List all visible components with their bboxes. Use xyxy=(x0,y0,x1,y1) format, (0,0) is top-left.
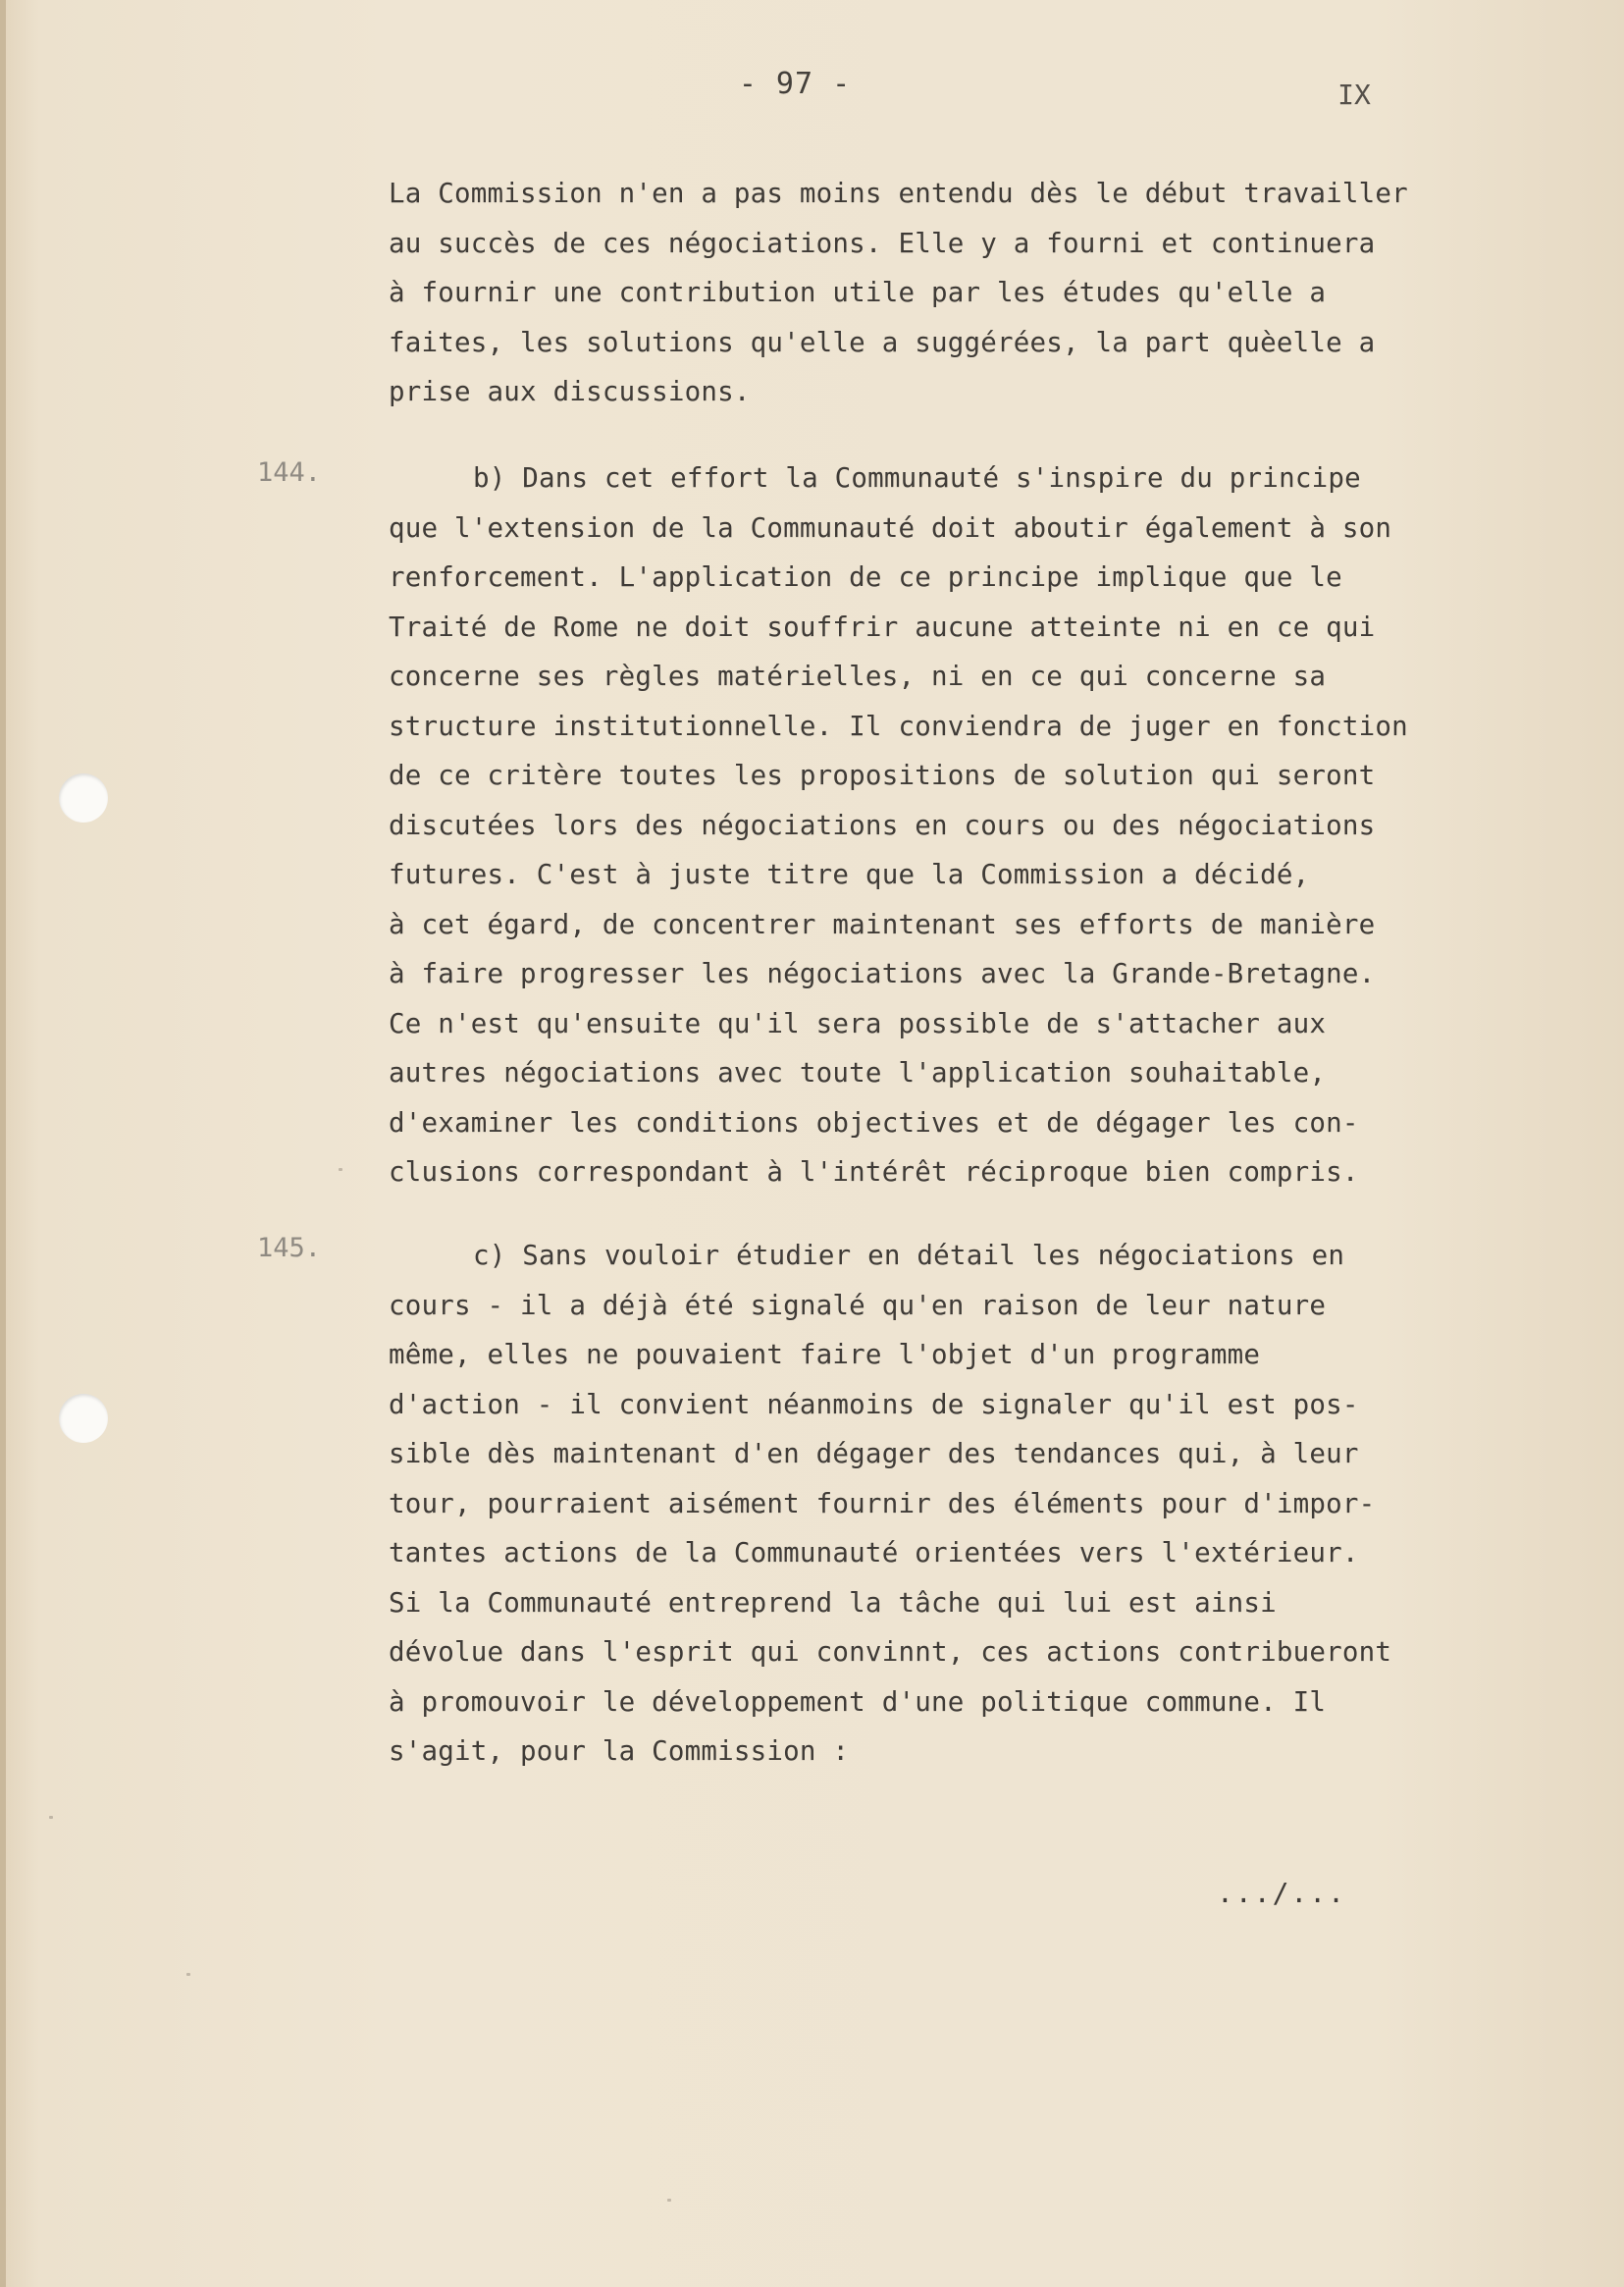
punch-hole-bottom xyxy=(59,1394,108,1443)
paper-speck xyxy=(186,1973,190,1976)
text-line: s'agit, pour la Commission : xyxy=(389,1735,850,1767)
paper-speck xyxy=(667,2199,671,2202)
intro-paragraph xyxy=(389,169,1478,417)
text-line: dévolue dans l'esprit qui convinnt, ces actions contribueront xyxy=(389,1636,1392,1668)
paragraph-144 xyxy=(389,453,1478,1197)
paragraph-number-144: 144. xyxy=(257,457,322,488)
text-line: tour, pourraient aisément fournir des éléments pour d'impor- xyxy=(389,1487,1376,1519)
text-line: clusions correspondant à l'intérêt réciproque bien compris. xyxy=(389,1156,1359,1188)
text-line: Ce n'est qu'ensuite qu'il sera possible de s'attacher aux xyxy=(389,1007,1327,1039)
paper-speck xyxy=(49,1816,53,1819)
paragraph-number-145: 145. xyxy=(257,1233,322,1263)
text-line: d'action - il convient néanmoins de signaler qu'il est pos- xyxy=(389,1388,1359,1420)
text-line: renforcement. L'application de ce principe implique que le xyxy=(389,561,1342,593)
text-line: sible dès maintenant d'en dégager des tendances qui, à leur xyxy=(389,1438,1359,1469)
text-line: de ce critère toutes les propositions de solution qui seront xyxy=(389,760,1376,791)
text-line: prise aux discussions. xyxy=(389,376,751,407)
punch-hole-top xyxy=(59,773,108,823)
text-line: au succès de ces négociations. Elle y a fourni et continuera xyxy=(389,227,1376,259)
text-line: d'examiner les conditions objectives et de dégager les con- xyxy=(389,1106,1359,1139)
text-line: structure institutionnelle. Il conviendra de juger en fonction xyxy=(389,710,1408,742)
text-line: La Commission n'en a pas moins entendu dès le début travailler xyxy=(389,178,1408,209)
text-line: c) Sans vouloir étudier en détail les négociations en xyxy=(473,1240,1345,1271)
paper-speck xyxy=(339,1168,342,1171)
text-line: autres négociations avec toute l'application souhaitable, xyxy=(389,1057,1327,1089)
text-line: concerne ses règles matérielles, ni en ce qui concerne sa xyxy=(389,661,1327,692)
text-line: à faire progresser les négociations avec la Grande-Bretagne. xyxy=(389,958,1376,989)
page-number: - 97 - xyxy=(738,67,852,101)
continuation-marker: .../... xyxy=(1217,1877,1347,1909)
paper-left-edge xyxy=(0,0,6,2287)
text-line: b) Dans cet effort la Communauté s'inspire du principe xyxy=(473,462,1361,494)
text-line: tantes actions de la Communauté orientées vers l'extérieur. xyxy=(389,1537,1359,1569)
text-line: faites, les solutions qu'elle a suggérées, la part quèelle a xyxy=(389,326,1376,358)
text-line: Si la Communauté entreprend la tâche qui lui est ainsi xyxy=(389,1586,1277,1619)
paragraph-145 xyxy=(389,1231,1478,1777)
text-line: même, elles ne pouvaient faire l'objet d'un programme xyxy=(389,1339,1261,1370)
text-line: Traité de Rome ne doit souffrir aucune atteinte ni en ce qui xyxy=(389,611,1376,643)
text-line: à promouvoir le développement d'une politique commune. Il xyxy=(389,1685,1327,1718)
text-line: futures. C'est à juste titre que la Commission a décidé, xyxy=(389,859,1310,890)
text-line: que l'extension de la Communauté doit aboutir également à son xyxy=(389,511,1392,544)
annex-number: IX xyxy=(1337,79,1371,111)
text-line: à fournir une contribution utile par les études qu'elle a xyxy=(389,277,1327,308)
text-line: à cet égard, de concentrer maintenant ses efforts de manière xyxy=(389,908,1376,940)
text-line: cours - il a déjà été signalé qu'en raison de leur nature xyxy=(389,1289,1327,1321)
text-line: discutées lors des négociations en cours ou des négociations xyxy=(389,809,1376,841)
